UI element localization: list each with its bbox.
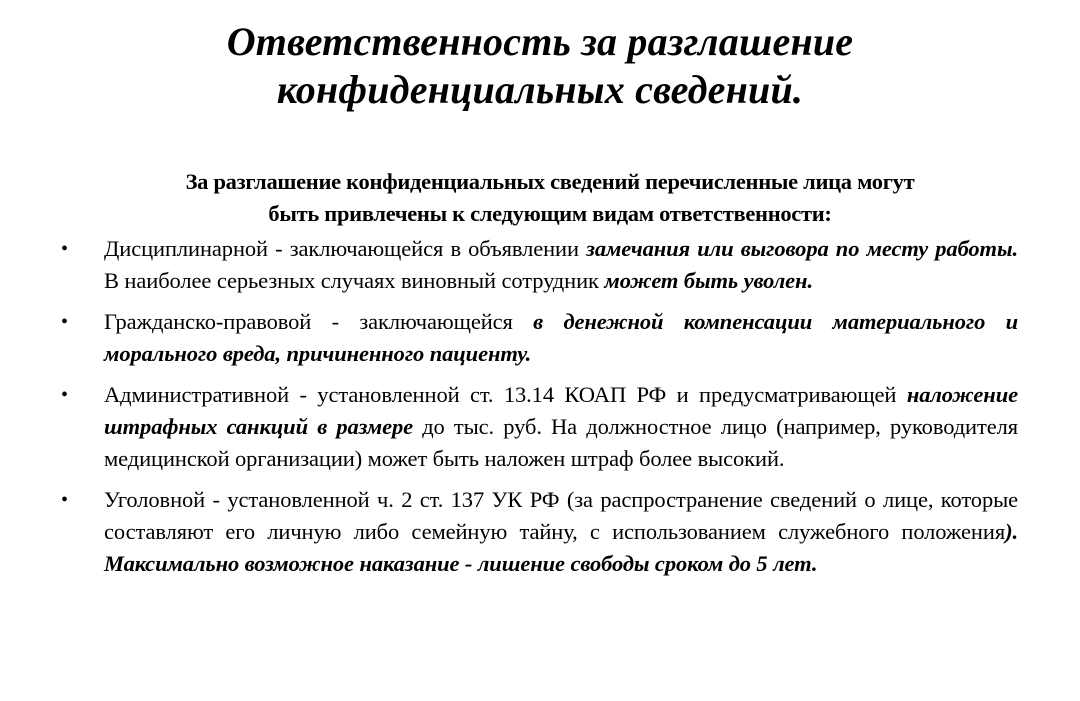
item-emphasis: в денежной компенсации материального и морального вреда, причиненного пациенту. xyxy=(104,309,1018,366)
item-emphasis: наложение штрафных санкций в размере xyxy=(104,382,1018,439)
item-text: Гражданско-правовой - заключающейся xyxy=(104,309,534,334)
item-emphasis: ). Максимально возможное наказание - лишение свободы сроком до 5 лет. xyxy=(104,519,1018,576)
slide-title xyxy=(0,18,1080,114)
intro-line-1: За разглашение конфиденциальных сведений перечисленные лица могут xyxy=(185,169,915,194)
intro-line-2: быть привлечены к следующим видам ответственности: xyxy=(268,201,832,226)
liability-list xyxy=(60,233,1018,580)
list-item-administrative xyxy=(60,379,1018,475)
list-item-criminal xyxy=(60,484,1018,580)
item-text: В наиболее серьезных случаях виновный сотрудник xyxy=(104,268,605,293)
item-emphasis: может быть уволен. xyxy=(604,268,813,293)
item-emphasis: замечания или выговора по месту работы. xyxy=(586,236,1018,261)
item-text: до тыс. руб. На должностное лицо (например, руководителя медицинской организации) может быть наложен штраф более высокий. xyxy=(104,414,1018,471)
bullet-icon: • xyxy=(61,489,68,511)
bullet-icon: • xyxy=(61,311,68,333)
list-item-civil xyxy=(60,306,1018,370)
item-text: Уголовной - установленной ч. 2 ст. 137 УК РФ (за распространение сведений о лице, которые составляют его личную либо семейную тайну, с использованием служебного положения xyxy=(104,487,1018,544)
bullet-icon: • xyxy=(61,384,68,406)
item-text: Дисциплинарной - заключающейся в объявлении xyxy=(104,236,587,261)
bullet-icon: • xyxy=(61,238,68,260)
slide-title-line-1: Ответственность за разглашение xyxy=(226,19,854,64)
slide-title-line-2: конфиденциальных сведений. xyxy=(276,67,804,112)
list-item-disciplinary xyxy=(60,233,1018,297)
item-text: Административной - установленной ст. 13.14 КОАП РФ и предусматривающей xyxy=(104,382,907,407)
intro-paragraph xyxy=(70,166,1030,230)
